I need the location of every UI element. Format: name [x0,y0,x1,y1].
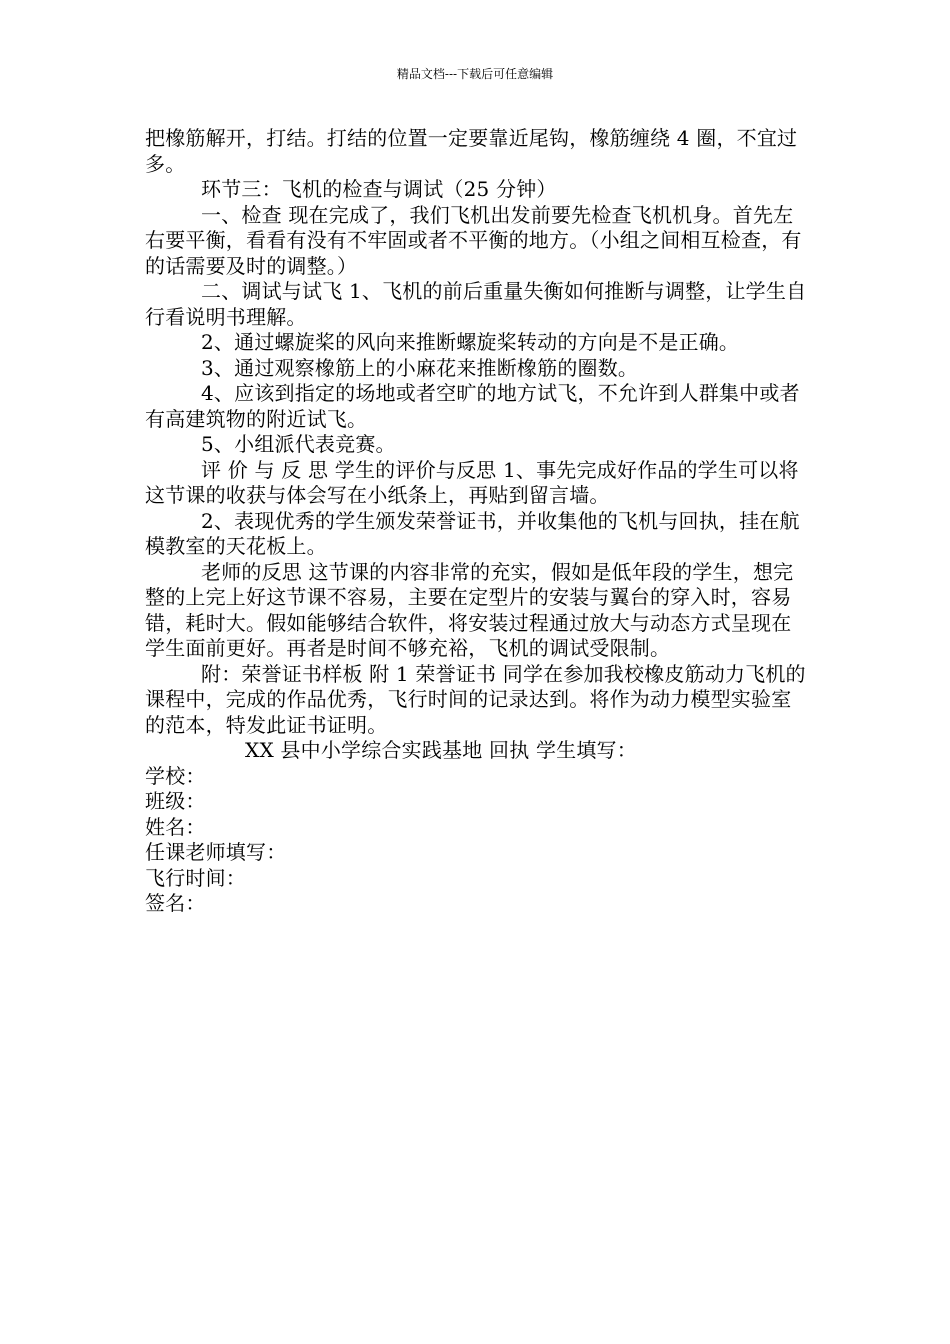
paragraph-rubber-count: 3、通过观察橡筋上的小麻花来推断橡筋的圈数。 [201,355,639,380]
paragraph-certificate-award: 2、表现优秀的学生颁发荣誉证书，并收集他的飞机与回执，挂在航模教室的天花板上。 [145,508,800,558]
document-body [145,126,810,917]
paragraph-rubber-knot: 把橡筋解开，打结。打结的位置一定要靠近尾钩，橡筋缠绕 4 圈，不宜过多。 [145,126,798,176]
field-teacher-fill: 任课老师填写： [145,840,287,864]
receipt-heading: XX 县中小学综合实践基地 回执 学生填写： [245,738,637,762]
field-flight-time: 飞行时间： [145,865,246,890]
paragraph-test-flight: 二、调试与试飞 1、飞机的前后重量失衡如何推断与调整，让学生自行看说明书理解。 [145,279,807,329]
paragraph-propeller: 2、通过螺旋桨的风向来推断螺旋桨转动的方向是不是正确。 [201,330,740,354]
section-three-heading: 环节三：飞机的检查与调试（25 分钟） [201,177,557,201]
paragraph-teacher-reflection: 老师的反思 这节课的内容非常的充实，假如是低年段的学生，想完整的上完上好这节课不容易，主要在定型片的安装与翼台的穿入时，容易错，耗时大。假如能够结合软件，将安装过程通过放大与动态方式呈现在学生面前更好。再者是时间不够充裕，飞机的调试受限制。 [145,559,794,660]
paragraph-certificate-sample: 附：荣誉证书样板 附 1 荣誉证书 同学在参加我校橡皮筋动力飞机的课程中，完成的作品优秀，飞行时间的记录达到。将作为动力模型实验室的范本，特发此证书证明。 [145,661,806,737]
page-header: 精品文档---下载后可任意编辑 [396,67,554,81]
paragraph-flight-location: 4、应该到指定的场地或者空旷的地方试飞，不允许到人群集中或者有高建筑物的附近试飞。 [145,381,800,431]
paragraph-check: 一、检查 现在完成了，我们飞机出发前要先检查飞机机身。首先左右要平衡，看看有没有不牢固或者不平衡的地方。（小组之间相互检查，有的话需要及时的调整。） [145,202,802,278]
field-class: 班级： [145,789,206,813]
paragraph-competition: 5、小组派代表竞赛。 [201,432,396,456]
field-name: 姓名： [145,814,206,839]
field-signature: 签名： [145,891,206,915]
paragraph-evaluation: 评 价 与 反 思 学生的评价与反思 1、事先完成好作品的学生可以将这节课的收获与体会写在小纸条上，再贴到留言墙。 [145,457,799,507]
field-school: 学校： [145,763,206,788]
